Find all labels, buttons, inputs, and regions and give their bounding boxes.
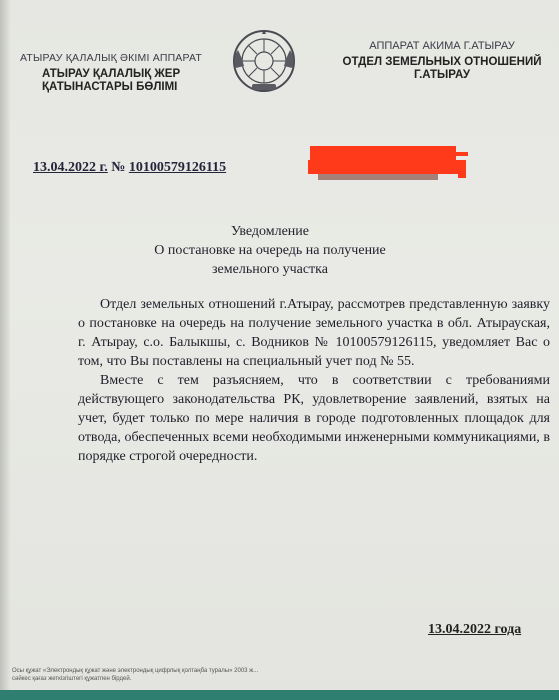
document-number: 10100579126115 [128, 160, 227, 175]
signature-date: 13.04.2022 года [428, 622, 522, 637]
header-left-dept-line2: ҚАТЫНАСТАРЫ БӨЛІМІ [42, 81, 178, 93]
footer-line1: Осы құжат «Электрондық құжат және электрондық цифрлық қолтаңба туралы» 2003 ж... [12, 668, 259, 674]
bottom-strip [0, 690, 559, 700]
paper-edge [0, 0, 10, 700]
redaction-block [308, 140, 473, 184]
body-paragraph-1: Отдел земельных отношений г.Атырау, рассмотрев представленную заявку о постановке на очередь на получение земельного участка в обл. Атырауская, г. Атырау, с.о. Балыкшы, с. Водников № 10100579126115, уведомляет Вас о том, что Вы поставлены на специальный учет под № 55. [78, 297, 550, 369]
body-paragraph-2: Вместе с тем разъясняем, что в соответствии с требованиями действующего законодательства РК, удовлетворение заявлений, взятых на учет, будет только по мере наличия в городе подготовленных площадок для отвода, обеспеченных всеми необходимыми инженерными коммуникациями, в порядке строгой очередности. [78, 373, 550, 464]
notice-title-line2: О постановке на очередь на получение [154, 243, 386, 258]
document-date: 13.04.2022 г. [33, 160, 108, 175]
notice-title-line1: Уведомление [230, 224, 309, 239]
document-number-line [33, 160, 226, 176]
header-right-dept [332, 56, 552, 82]
header-right-dept-line2: Г.АТЫРАУ [414, 69, 470, 81]
number-sign: № [111, 160, 126, 175]
header-left-dept [20, 68, 220, 94]
header-right-russian [332, 40, 552, 82]
kazakhstan-state-emblem-icon [230, 28, 298, 94]
header-right-dept-line1: ОТДЕЛ ЗЕМЕЛЬНЫХ ОТНОШЕНИЙ [342, 56, 542, 68]
footer-line2: сәйкес қағаз жеткізгіштегі құжатпен бірдей. [12, 675, 132, 682]
header-left-kazakh [20, 52, 220, 94]
header-left-agency: АТЫРАУ ҚАЛАЛЫҚ ӘКІМІ АППАРАТ [20, 52, 203, 64]
notice-body [78, 295, 550, 466]
notice-title-line3: земельного участка [212, 262, 328, 277]
notice-title [100, 222, 440, 279]
header-right-agency: АППАРАТ АКИМА Г.АТЫРАУ [369, 40, 515, 52]
footer-legal-note [12, 668, 392, 683]
header-left-dept-line1: АТЫРАУ ҚАЛАЛЫҚ ЖЕР [42, 68, 181, 80]
